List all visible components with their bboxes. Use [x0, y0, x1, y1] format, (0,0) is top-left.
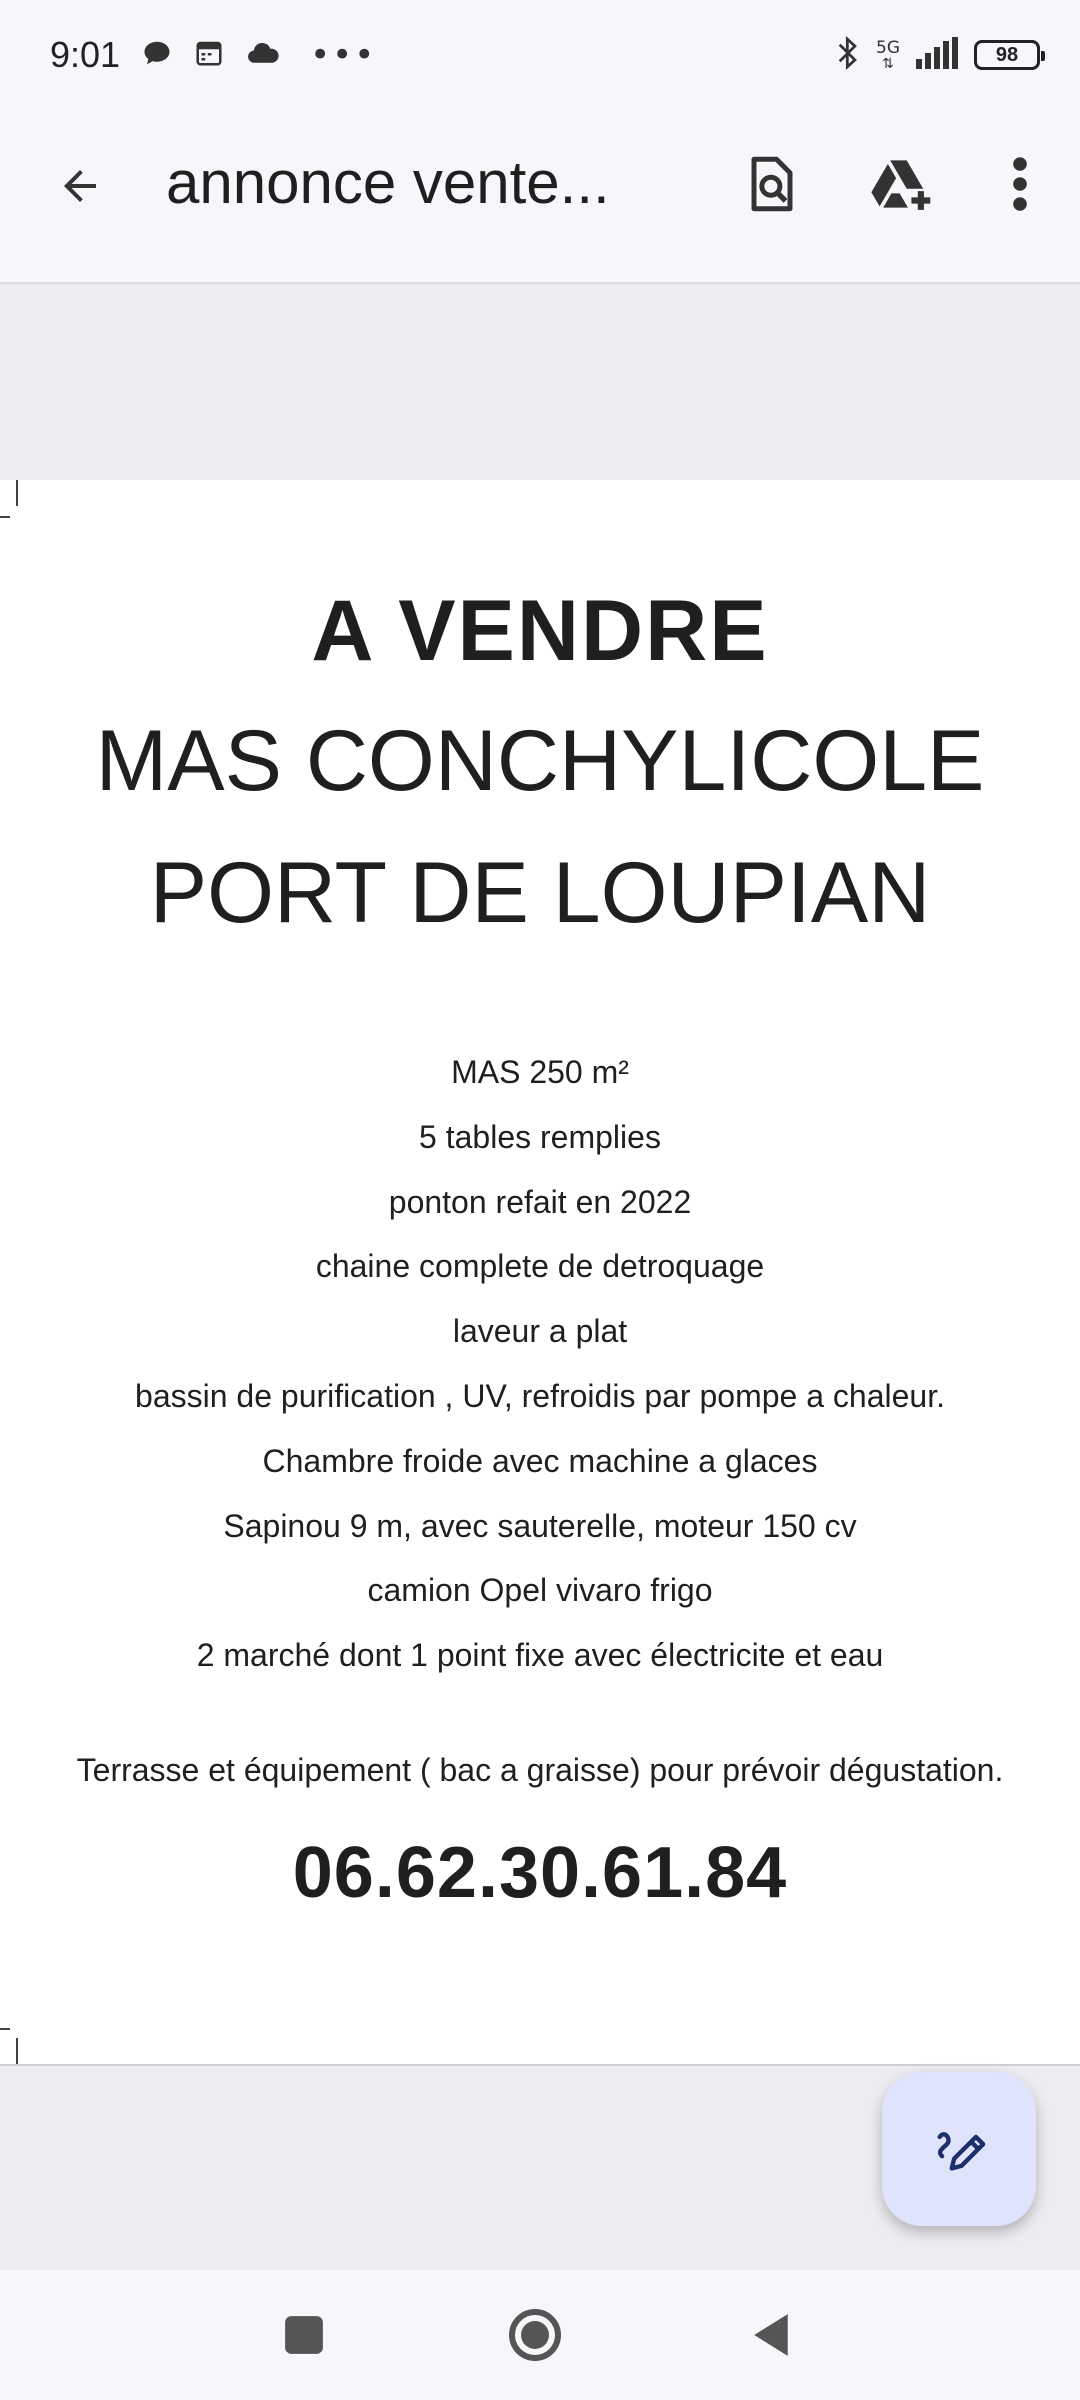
feature-line: chaine complete de detroquage — [315, 1248, 765, 1285]
home-circle-icon — [507, 2307, 563, 2363]
status-icons-left — [142, 35, 376, 75]
feature-line: Chambre froide avec machine a glaces — [262, 1442, 818, 1479]
network-label: 5G — [876, 37, 900, 58]
more-options-button[interactable] — [980, 144, 1060, 224]
heading-mas-conchylicole: MAS CONCHYLICOLE — [95, 713, 985, 809]
feature-line: ponton refait en 2022 — [388, 1183, 692, 1220]
more-dots-icon: ••• — [310, 35, 377, 75]
terrasse-line: Terrasse et équipement ( bac a graisse) pour prévoir dégustation. — [76, 1752, 1004, 1788]
status-bar — [0, 0, 1080, 110]
add-to-drive-button[interactable] — [862, 144, 942, 224]
find-in-document-button[interactable] — [732, 144, 812, 224]
arrow-back-icon — [56, 162, 104, 210]
back-button[interactable] — [44, 150, 116, 222]
heading-port-de-loupian: PORT DE LOUPIAN — [149, 845, 931, 941]
feature-line: bassin de purification , UV, refroidis par pompe a chaleur. — [135, 1377, 945, 1414]
recents-square-icon — [283, 2314, 325, 2356]
edit-pen-icon — [930, 2120, 988, 2178]
recents-button[interactable] — [269, 2300, 339, 2370]
home-button[interactable] — [500, 2300, 570, 2370]
app-bar — [0, 110, 1080, 284]
back-triangle-icon — [750, 2312, 792, 2358]
chat-bubble-icon — [142, 38, 172, 72]
status-icons-right — [836, 35, 1040, 75]
system-nav-bar — [0, 2270, 1080, 2400]
feature-line: 2 marché dont 1 point fixe avec électricite et eau — [196, 1637, 884, 1674]
battery-icon — [974, 40, 1040, 70]
add-to-drive-icon — [869, 154, 935, 214]
features-list — [0, 1040, 1080, 1688]
nav-back-button[interactable] — [736, 2300, 806, 2370]
document-title: annonce vente... — [166, 149, 610, 216]
cloud-icon — [246, 38, 280, 72]
feature-line: laveur a plat — [452, 1313, 628, 1350]
signal-icon — [916, 37, 958, 73]
crop-mark — [16, 480, 18, 506]
feature-line: MAS 250 m² — [451, 1054, 629, 1090]
feature-line: Sapinou 9 m, avec sauterelle, moteur 150 cv — [223, 1507, 857, 1544]
phone-number: 06.62.30.61.84 — [292, 1833, 788, 1913]
feature-line: camion Opel vivaro frigo — [367, 1572, 713, 1609]
bluetooth-icon — [836, 35, 860, 75]
network-type — [876, 37, 900, 72]
more-vert-icon — [1012, 156, 1028, 212]
calendar-icon — [194, 38, 224, 72]
battery-level: 98 — [995, 43, 1019, 66]
heading-a-vendre: A VENDRE — [311, 583, 769, 679]
find-in-document-icon — [745, 154, 799, 214]
data-arrows-icon: ⇅ — [882, 55, 894, 72]
crop-mark — [16, 2038, 18, 2064]
feature-line: 5 tables remplies — [419, 1118, 661, 1155]
crop-mark — [0, 2028, 10, 2030]
edit-fab-button[interactable] — [882, 2072, 1036, 2226]
document-page[interactable] — [0, 480, 1080, 2066]
status-time: 9:01 — [50, 34, 121, 75]
crop-mark — [0, 516, 10, 518]
